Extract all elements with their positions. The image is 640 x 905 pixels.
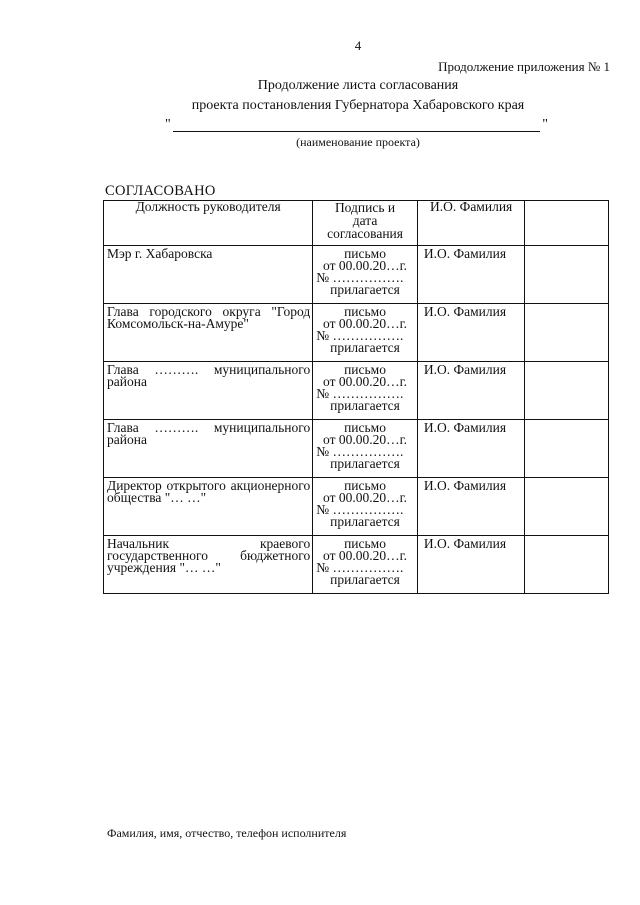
row-position: Директор открытого акционерного общества "… …" [104, 478, 313, 536]
signature-attached: прилагается [330, 514, 400, 529]
project-name-caption: (наименование проекта) [296, 135, 420, 149]
signature-letter: письмо [344, 246, 386, 261]
row-name: И.О. Фамилия [417, 362, 525, 420]
row-name: И.О. Фамилия [417, 420, 525, 478]
header-extra [525, 201, 609, 246]
signature-date: от 00.00.20…г. [323, 316, 408, 331]
signature-attached: прилагается [330, 398, 400, 413]
header-signature [313, 201, 418, 246]
signature-letter: письмо [344, 536, 386, 551]
quote-close: " [542, 117, 548, 132]
row-extra [525, 536, 609, 594]
row-signature [313, 304, 418, 362]
table-row [104, 536, 609, 594]
project-name-underline [173, 131, 540, 132]
signature-letter: письмо [344, 478, 386, 493]
table-row [104, 304, 609, 362]
row-signature [313, 420, 418, 478]
approval-table [103, 200, 609, 594]
table-row [104, 420, 609, 478]
signature-number: № ……………. [316, 560, 404, 575]
row-signature [313, 478, 418, 536]
quote-open: " [165, 117, 171, 132]
row-signature [313, 362, 418, 420]
row-extra [525, 304, 609, 362]
document-title-line-2: проекта постановления Губернатора Хабаровского края [191, 98, 525, 113]
header-position: Должность руководителя [104, 201, 313, 246]
table-row [104, 478, 609, 536]
table-header-row [104, 201, 609, 246]
row-name: И.О. Фамилия [417, 304, 525, 362]
row-position: Начальник краевого государственного бюджетного учреждения "… …" [104, 536, 313, 594]
row-extra [525, 246, 609, 304]
signature-number: № ……………. [316, 502, 404, 517]
row-position: Глава городского округа "Город Комсомольск-на-Амуре" [104, 304, 313, 362]
page-number: 4 [354, 38, 362, 53]
signature-date: от 00.00.20…г. [323, 432, 408, 447]
signature-attached: прилагается [330, 282, 400, 297]
signature-number: № ……………. [316, 386, 404, 401]
header-signature-line: дата [352, 213, 378, 228]
row-name: И.О. Фамилия [417, 246, 525, 304]
signature-attached: прилагается [330, 572, 400, 587]
row-position: Глава ………. муниципального района [104, 362, 313, 420]
header-signature-line: согласования [327, 226, 403, 241]
table-row [104, 246, 609, 304]
row-name: И.О. Фамилия [417, 536, 525, 594]
signature-letter: письмо [344, 304, 386, 319]
executor-info: Фамилия, имя, отчество, телефон исполнителя [107, 826, 347, 840]
table-row [104, 362, 609, 420]
signature-number: № ……………. [316, 328, 404, 343]
row-signature [313, 246, 418, 304]
row-extra [525, 420, 609, 478]
signature-date: от 00.00.20…г. [323, 258, 408, 273]
row-name: И.О. Фамилия [417, 478, 525, 536]
signature-attached: прилагается [330, 340, 400, 355]
signature-attached: прилагается [330, 456, 400, 471]
signature-date: от 00.00.20…г. [323, 548, 408, 563]
project-name-blank [165, 117, 548, 135]
agreed-label: СОГЛАСОВАНО [105, 183, 216, 199]
signature-date: от 00.00.20…г. [323, 490, 408, 505]
row-signature [313, 536, 418, 594]
document-title-line-1: Продолжение листа согласования [257, 78, 459, 93]
row-extra [525, 478, 609, 536]
row-extra [525, 362, 609, 420]
signature-letter: письмо [344, 362, 386, 377]
row-position: Глава ………. муниципального района [104, 420, 313, 478]
signature-date: от 00.00.20…г. [323, 374, 408, 389]
signature-letter: письмо [344, 420, 386, 435]
signature-number: № ……………. [316, 270, 404, 285]
header-name: И.О. Фамилия [417, 201, 525, 246]
appendix-note: Продолжение приложения № 1 [438, 59, 610, 74]
signature-number: № ……………. [316, 444, 404, 459]
row-position: Мэр г. Хабаровска [104, 246, 313, 304]
header-signature-line: Подпись и [334, 200, 396, 215]
